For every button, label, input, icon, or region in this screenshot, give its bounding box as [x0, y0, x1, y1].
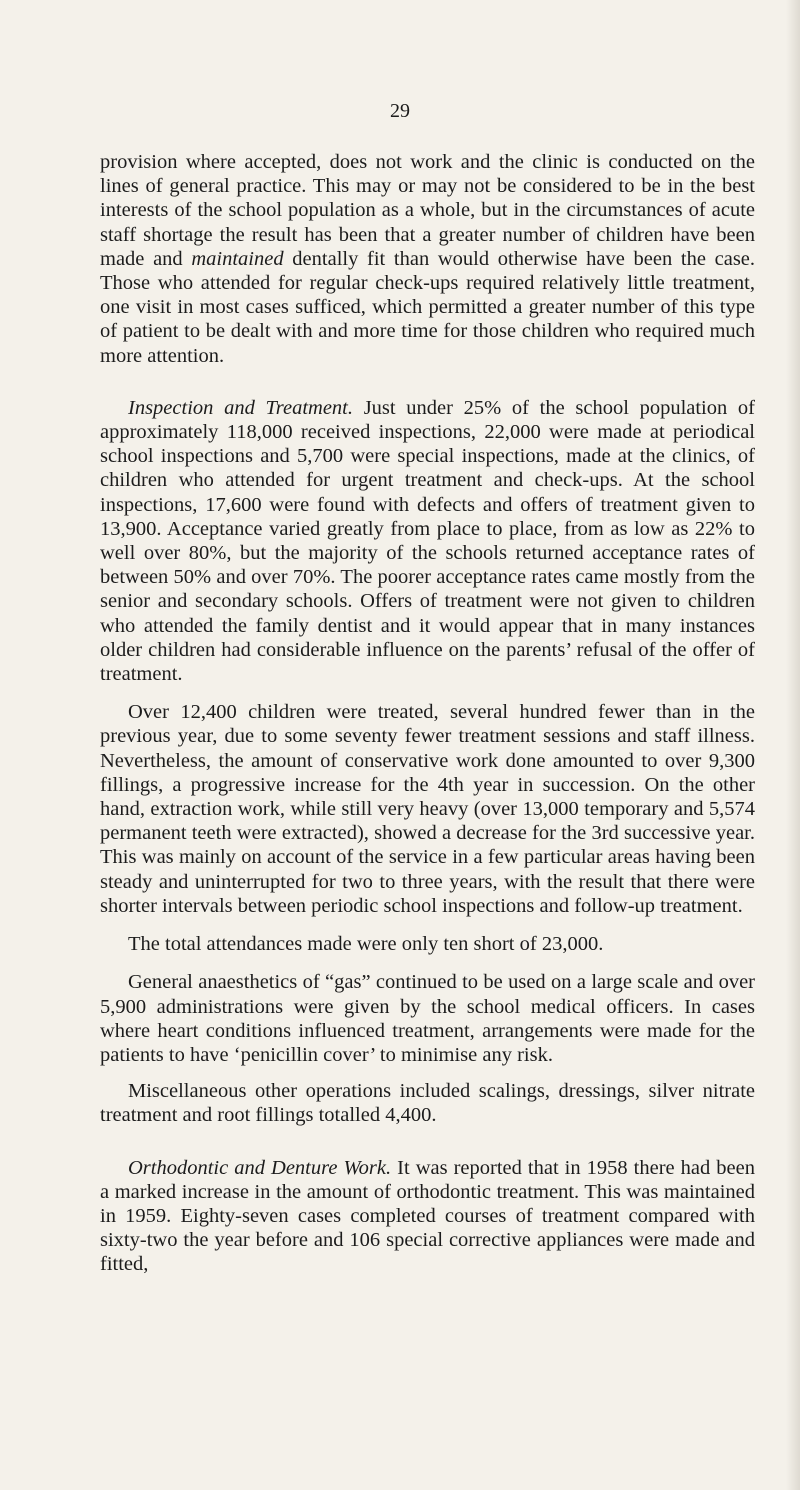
- paragraph-orthodontic: [100, 1156, 755, 1277]
- page-edge-shadow: [786, 0, 800, 1490]
- paragraph-text: It was reported that in 1958 there had been a marked increase in the amount of orthodontic treatment. This was maintained in 1959. Eighty-seven cases completed courses of treatment compared with sixty-two the year before and 106 special corrective appliances were made and fitted,: [100, 1156, 756, 1276]
- paragraph-total-attendances: The total attendances made were only ten short of 23,000.: [128, 933, 604, 956]
- section-heading-orthodontic: Orthodontic and Denture Work.: [128, 1156, 392, 1179]
- paragraph-text: Just under 25% of the school population of approximately 118,000 received inspections, 22,000 were made at periodical school inspections and 5,700 were special inspections, made at the clinics, of children who attended for urgent treatment and check-ups. At the school inspections, 17,600 were found with defects and offers of treatment given to 13,900. Acceptance varied greatly from place to place, from as low as 22% to well over 80%, but the majority of the schools returned acceptance rates of between 50% and over 70%. The poorer acceptance rates came mostly from the senior and secondary schools. Offers of treatment were not given to children who attended the family dentist and it would appear that in many instances older children had considerable influence on the parents’ refusal of the offer of treatment.: [100, 396, 756, 686]
- body-text: [100, 150, 755, 1277]
- paragraph-text: dentally fit than would otherwise have been the case. Those who attended for regular check-ups required relatively little treatment, one visit in most cases sufficed, which permitted a greater number of this type of patient to be dealt with and more time for those children who required much more attention.: [100, 247, 756, 367]
- paragraph-miscellaneous: Miscellaneous other operations included scalings, dressings, silver nitrate treatment and root fillings totalled 4,400.: [100, 1080, 755, 1127]
- paragraph-text: provision where accepted, does not work and the clinic is conducted on the lines of general practice. This may or may not be considered to be in the best interests of the school population as a whole, but in the circumstances of acute staff shortage the result has been that a greater number of children have been made and: [100, 151, 755, 270]
- paragraph-general-anaesthetics: General anaesthetics of “gas” continued to be used on a large scale and over 5,900 administrations were given by the school medical officers. In cases where heart conditions influenced treatment, arrangements were made for the patients to have ‘penicillin cover’ to minimise any risk.: [100, 971, 755, 1066]
- page-number: 29: [390, 100, 410, 122]
- paragraph-inspection-treatment: [100, 396, 755, 686]
- emphasis-text: maintained: [191, 247, 284, 270]
- paragraph-provision: [100, 150, 755, 368]
- paragraph-children-treated: Over 12,400 children were treated, several hundred fewer than in the previous year, due to some seventy fewer treatment sessions and staff illness. Nevertheless, the amount of conservative work done amounted to over 9,300 fillings, a progressive increase for the 4th year in succession. On the other hand, extraction work, while still very heavy (over 13,000 temporary and 5,574 permanent teeth were extracted), showed a decrease for the 3rd successive year. This was mainly on account of the service in a few particular areas having been steady and uninterrupted for two to three years, with the result that there were shorter intervals between periodic school inspections and follow-up treatment.: [100, 701, 755, 917]
- section-heading-inspection: Inspection and Treatment.: [128, 396, 354, 419]
